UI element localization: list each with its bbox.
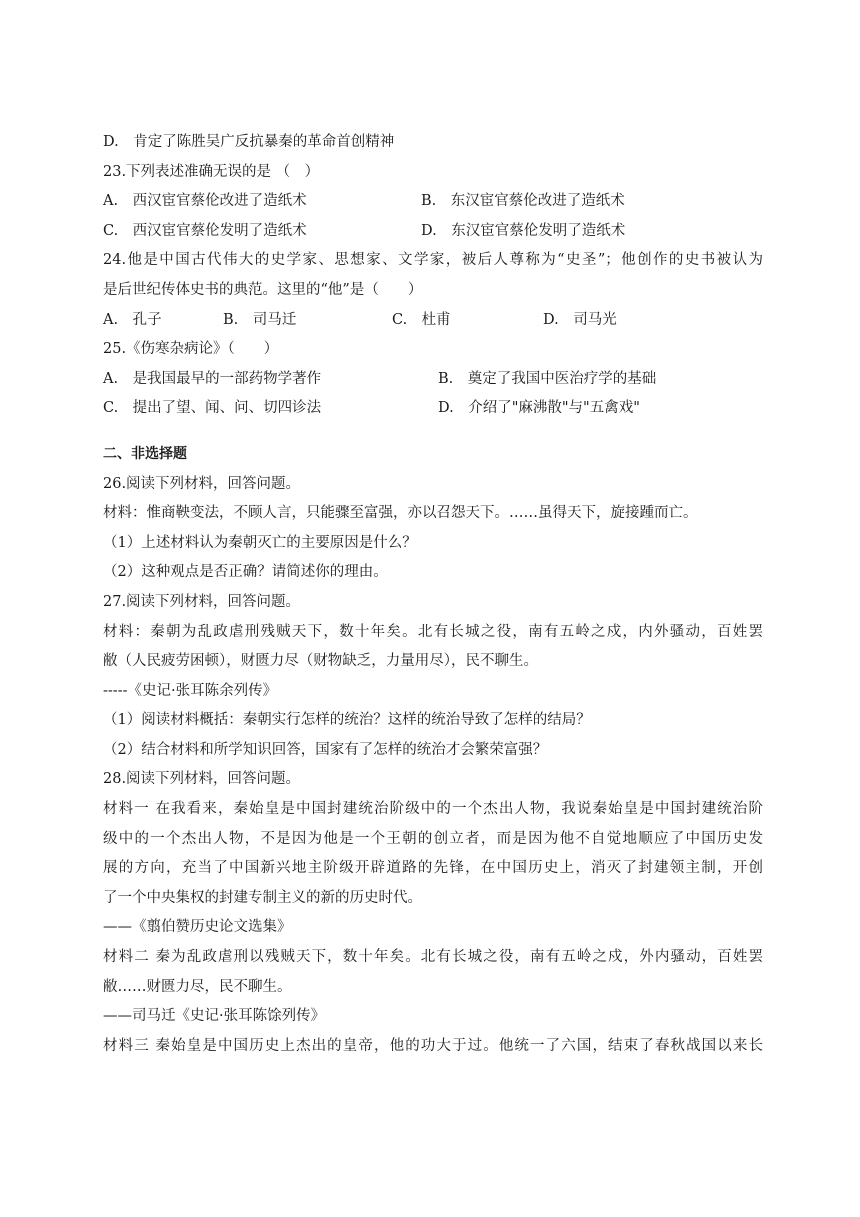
q23-option-a: A. 西汉宦官蔡伦改进了造纸术 [103, 193, 307, 210]
q27-material-line: 材料：秦朝为乱政虐刑残贼天下，数十年矣。北有长城之役，南有五岭之戍，内外骚动，百姓罢 [103, 623, 763, 640]
q26-stem: 26.阅读下列材料，回答问题。 [103, 475, 301, 492]
q26-material: 材料：惟商鞅变法，不顾人言，只能骤至富强，亦以召怨天下。……虽得天下，旋接踵而亡。 [103, 505, 698, 522]
q27-material-line: 敝（人民疲劳困顿），财匮力尽（财物缺乏，力量用尽），民不聊生。 [103, 653, 538, 670]
q28-stem: 28.阅读下列材料，回答问题。 [103, 771, 301, 788]
q27-subquestion-1: （1）阅读材料概括：秦朝实行怎样的统治？这样的统治导致了怎样的结局？ [103, 712, 591, 729]
q28-source-1: ——《翦伯赞历史论文选集》 [103, 919, 292, 936]
q26-subquestion-1: （1）上述材料认为秦朝灭亡的主要原因是什么？ [103, 534, 417, 551]
q28-material-1-line: 展的方向，充当了中国新兴地主阶级开辟道路的先锋，在中国历史上，消灭了封建领主制，开创 [103, 860, 763, 877]
q25-options-row-2 [103, 394, 763, 424]
q23-option-b: B. 东汉宦官蔡伦改进了造纸术 [421, 193, 625, 210]
exam-page [103, 128, 763, 1061]
q28-material-2 [103, 943, 763, 1002]
q28-material-3-line: 材料三 秦始皇是中国历史上杰出的皇帝，他的功大于过。他统一了六国，结束了春秋战国以来长 [103, 1037, 763, 1054]
q23-options-row-1 [103, 187, 763, 217]
q28-material-3 [103, 1032, 763, 1062]
q24-stem-line: 24.他是中国古代伟大的史学家、思想家、文学家，被后人尊称为“史圣”；他创作的史书被认为 [103, 252, 763, 269]
q27-material [103, 618, 763, 677]
q28-material-2-line: 材料二 秦为乱政虐刑以残贼天下，数十年矣。北有长城之役，南有五岭之戍，外内骚动，百姓罢 [103, 949, 763, 966]
q27-subquestion-2: （2）结合材料和所学知识回答，国家有了怎样的统治才会繁荣富强？ [103, 741, 548, 758]
q25-option-a: A. 是我国最早的一部药物学著作 [103, 370, 322, 387]
q23-options-row-2 [103, 217, 763, 247]
q25-option-b: B. 奠定了我国中医治疗学的基础 [438, 370, 657, 387]
q24-option-d: D. 司马光 [543, 311, 617, 328]
q25-stem: 25.《伤寒杂病论》（ ） [103, 341, 279, 358]
q28-material-2-line: 敝……财匮力尽，民不聊生。 [103, 978, 292, 995]
q28-material-1-line: 级中的一个杰出人物，不是因为他是一个王朝的创立者，而是因为他不自觉地顺应了中国历史发 [103, 830, 763, 847]
q24-option-a: A. 孔子 [103, 311, 162, 328]
q24-option-c: C. 杜甫 [392, 311, 451, 328]
q26-subquestion-2: （2）这种观点是否正确？请简述你的理由。 [103, 564, 388, 581]
q28-material-1-line: 材料一 在我看来，秦始皇是中国封建统治阶级中的一个杰出人物，我说秦始皇是中国封建统治阶 [103, 801, 763, 818]
q24-stem-line: 是后世纪传体史书的典范。这里的“他”是（ ） [103, 281, 423, 298]
q27-stem: 27.阅读下列材料，回答问题。 [103, 593, 301, 610]
q25-option-c: C. 提出了望、闻、问、切四诊法 [103, 400, 322, 417]
section-gap [103, 424, 763, 440]
q23-stem: 23.下列表述准确无误的是 （ ） [103, 163, 320, 180]
q28-source-2: ——司马迁《史记·张耳陈馀列传》 [103, 1008, 326, 1025]
q28-material-1 [103, 795, 763, 913]
q22-option-d: D. 肯定了陈胜吴广反抗暴秦的革命首创精神 [103, 134, 395, 150]
q25-option-d: D. 介绍了"麻沸散"与"五禽戏" [438, 400, 640, 417]
section-2-title: 二、非选择题 [103, 445, 187, 462]
q25-options-row-1 [103, 365, 763, 395]
q23-option-c: C. 西汉宦官蔡伦发明了造纸术 [103, 222, 307, 239]
q23-option-d: D. 东汉宦官蔡伦发明了造纸术 [421, 222, 626, 239]
q24-stem [103, 246, 763, 305]
q24-option-b: B. 司马迁 [223, 311, 297, 328]
q28-material-1-line: 了一个中央集权的封建专制主义的新的历史时代。 [103, 889, 422, 906]
q24-options-row [103, 306, 763, 336]
q27-source: -----《史记·张耳陈余列传》 [103, 682, 278, 699]
